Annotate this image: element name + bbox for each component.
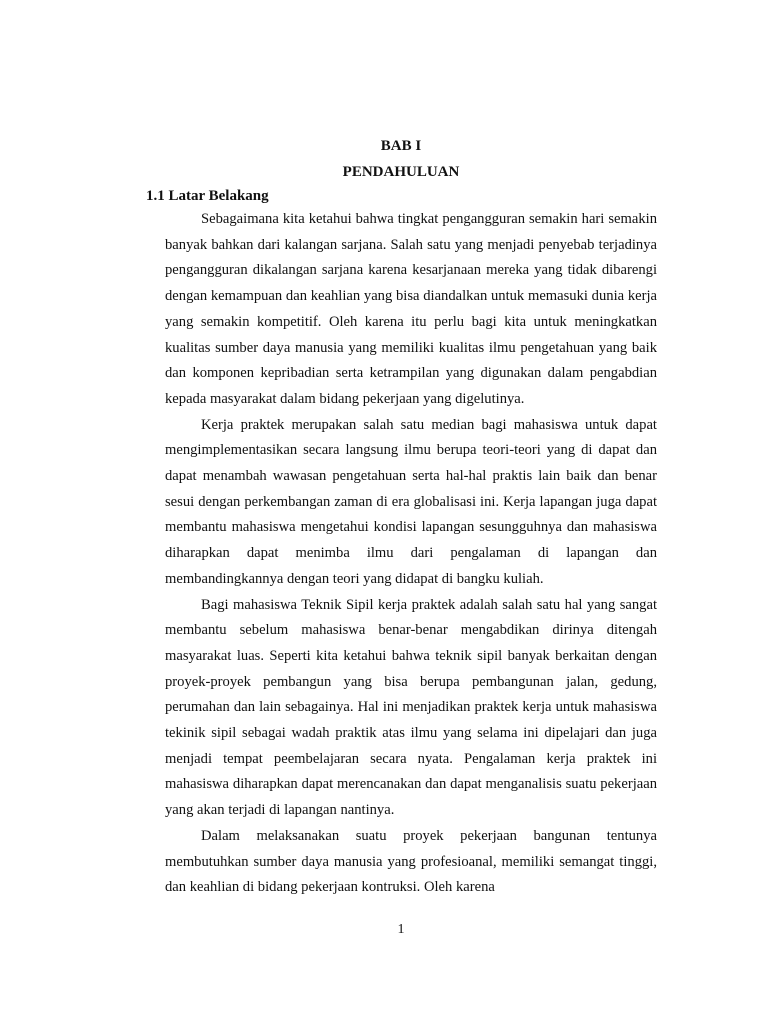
paragraph: Kerja praktek merupakan salah satu median bagi mahasiswa untuk dapat mengimplementasikan secara langsung ilmu berupa teori-teori yang di dapat dan dapat menambah wawasan pengetahuan serta hal-hal praktis lain baik dan benar sesui dengan perkembangan zaman di era globalisasi ini. Kerja lapangan juga dapat membantu mahasiswa mengetahui kondisi lapangan sesungguhnya dan mahasiswa diharapkan dapat menimba ilmu dari pengalaman di lapangan dan membandingkannya dengan teori yang didapat di bangku kuliah. (165, 416, 657, 587)
section-heading: 1.1 Latar Belakang (146, 188, 269, 204)
page-number: 1 (397, 922, 405, 937)
paragraph: Bagi mahasiswa Teknik Sipil kerja praktek adalah salah satu hal yang sangat membantu sebelum mahasiswa benar-benar mengabdikan dirinya ditengah masyarakat luas. Seperti kita ketahui bahwa teknik sipil banyak berkaitan dengan proyek-proyek pembangun yang bisa berupa pembangunan jalan, gedung, perumahan dan lain sebagainya. Hal ini menjadikan praktek kerja untuk mahasiswa tekinik sipil sebagai wadah praktik atas ilmu yang selama ini dipelajari dan juga menjadi tempat peembelajaran secara nyata. Pengalaman kerja praktek ini mahasiswa diharapkan dapat merencanakan dan dapat menganalisis suatu pekerjaan yang akan terjadi di lapangan nantinya. (165, 596, 657, 819)
chapter-number: BAB I (380, 138, 422, 154)
paragraph: Dalam melaksanakan suatu proyek pekerjaan bangunan tentunya membutuhkan sumber daya manusia yang profesioanal, memiliki semangat tinggi, dan keahlian di bidang pekerjaan kontruksi. Oleh karena (165, 827, 657, 896)
body-text (165, 207, 657, 901)
paragraph: Sebagaimana kita ketahui bahwa tingkat pengangguran semakin hari semakin banyak bahkan dari kalangan sarjana. Salah satu yang menjadi penyebab terjadinya pengangguran dikalangan sarjana karena kesarjanaan mereka yang tidak dibarengi dengan kemampuan dan keahlian yang bisa diandalkan untuk memasuki dunia kerja yang semakin kompetitif. Oleh karena itu perlu bagi kita untuk meningkatkan kualitas sumber daya manusia yang memiliki kualitas ilmu pengetahuan yang baik dan komponen kepribadian serta ketrampilan yang digunakan dalam pengabdian kepada masyarakat dalam bidang pekerjaan yang digelutinya. (165, 211, 657, 407)
chapter-title: PENDAHULUAN (342, 164, 460, 180)
